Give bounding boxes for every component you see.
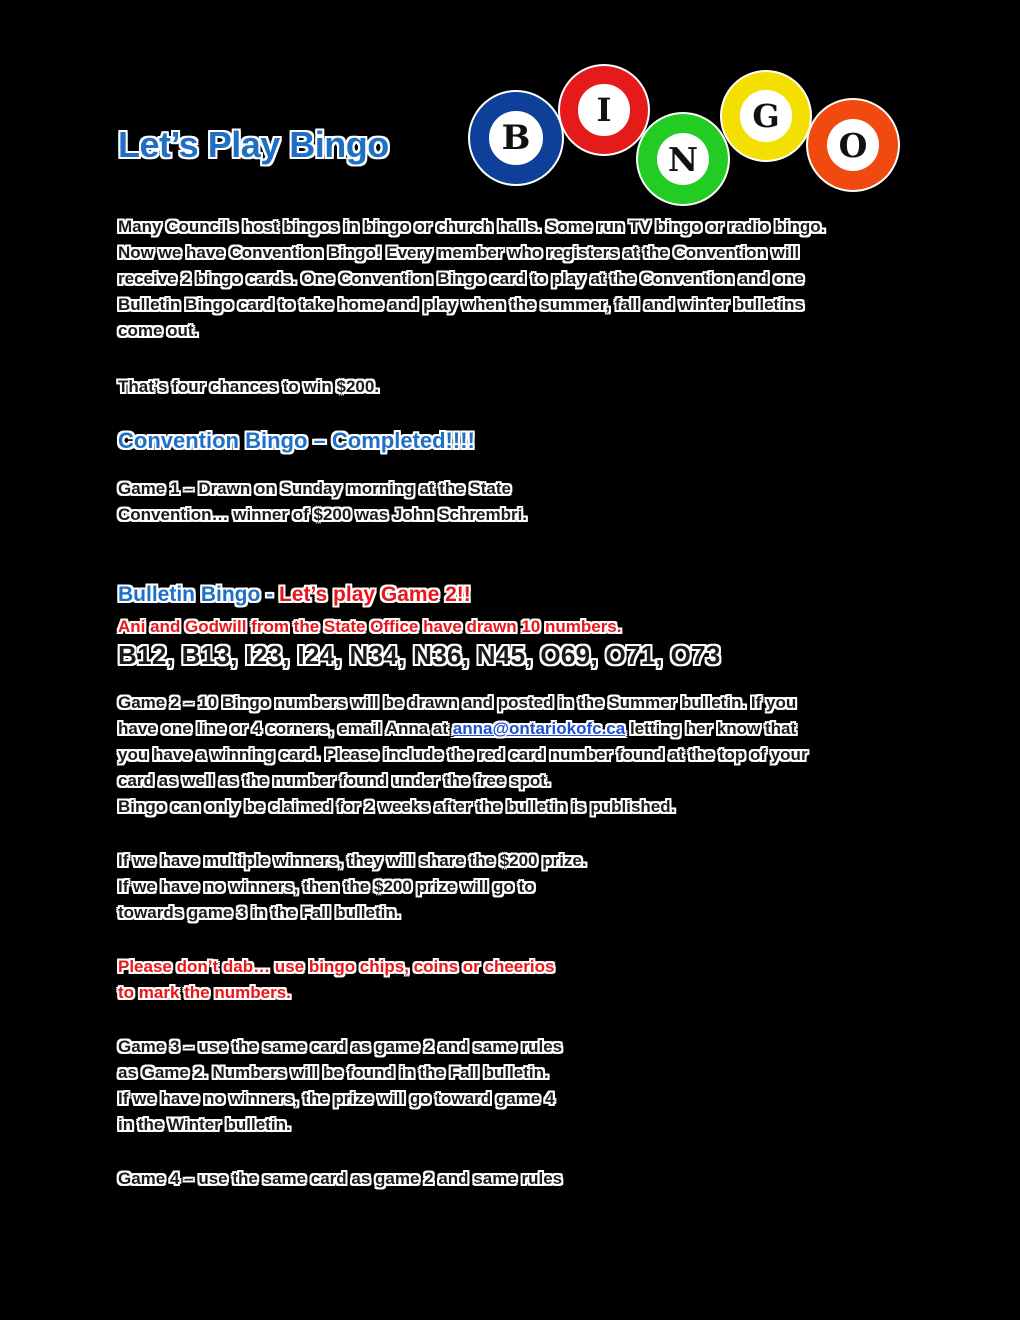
game2-line-email: [118, 716, 808, 742]
drawn-numbers: B12, B13, I23, I24, N34, N36, N45, O69, O71, O73: [118, 640, 721, 670]
bulletin-heading-blue: Bulletin Bingo -: [118, 583, 279, 606]
page-title: Let’s Play Bingo: [118, 124, 389, 165]
ball-letter-i: I: [596, 91, 612, 129]
prize-line: towards game 3 in the Fall bulletin.: [118, 903, 401, 922]
game2-rules: [118, 690, 808, 820]
game3-rules: [118, 1034, 562, 1138]
warning-line: to mark the numbers.: [118, 983, 291, 1002]
ball-letter-o: O: [838, 125, 868, 165]
game2-line-before-email: have one line or 4 corners, email Anna at: [118, 719, 453, 738]
bingo-ball-i: [560, 66, 648, 154]
prize-rules: [118, 848, 587, 926]
ball-letter-g: G: [752, 97, 780, 135]
warning-line: Please don’t dab… use bingo chips, coins or cheerios: [118, 957, 555, 976]
intro-line: receive 2 bingo cards. One Convention Bingo card to play at the Convention and one: [118, 269, 804, 288]
bulletin-heading: [118, 582, 471, 608]
game4-rules: Game 4 – use the same card as game 2 and same rules: [118, 1169, 563, 1188]
prize-line: If we have no winners, then the $200 prize will go to: [118, 877, 535, 896]
ball-letter-n: N: [667, 139, 699, 179]
bulletin-heading-red: Let’s play Game 2!!: [278, 583, 471, 606]
bingo-ball-g: [722, 72, 810, 160]
drawn-note: Ani and Godwill from the State Office have drawn 10 numbers.: [118, 617, 622, 636]
game3-line: Game 3 – use the same card as game 2 and same rules: [118, 1037, 563, 1056]
game2-line: Bingo can only be claimed for 2 weeks after the bulletin is published.: [118, 797, 676, 816]
convention-line: Convention… winner of $200 was John Schrembri.: [118, 505, 528, 524]
intro-line: Many Councils host bingos in bingo or church halls. Some run TV bingo or radio bingo.: [118, 217, 826, 236]
dab-warning: [118, 954, 554, 1006]
intro-line: Bulletin Bingo card to take home and play when the summer, fall and winter bulletins: [118, 295, 804, 314]
bingo-ball-o: [808, 100, 898, 190]
convention-line: Game 1 – Drawn on Sunday morning at the State: [118, 479, 511, 498]
intro-line: come out.: [118, 321, 199, 340]
game3-line: in the Winter bulletin.: [118, 1115, 291, 1134]
intro-line: Now we have Convention Bingo! Every member who registers at the Convention will: [118, 243, 800, 262]
convention-result: [118, 476, 527, 528]
convention-heading: Convention Bingo – Completed!!!!: [118, 428, 475, 453]
game2-line: Game 2 – 10 Bingo numbers will be drawn and posted in the Summer bulletin. If you: [118, 693, 797, 712]
bingo-ball-n: [638, 114, 728, 204]
game3-line: as Game 2. Numbers will be found in the Fall bulletin.: [118, 1063, 549, 1082]
game2-line: card as well as the number found under the free spot.: [118, 771, 551, 790]
bingo-ball-b: [470, 92, 562, 184]
game3-line: If we have no winners, the prize will go toward game 4: [118, 1089, 555, 1108]
prize-line: If we have multiple winners, they will share the $200 prize.: [118, 851, 587, 870]
ball-letter-b: B: [501, 117, 531, 158]
game2-line-after-email: letting her know that: [625, 719, 797, 738]
chances-text: That’s four chances to win $200.: [118, 377, 380, 396]
game2-line: you have a winning card. Please include the red card number found at the top of your: [118, 745, 808, 764]
intro-paragraph: [118, 214, 825, 344]
email-link[interactable]: anna@ontariokofc.ca: [452, 719, 626, 738]
